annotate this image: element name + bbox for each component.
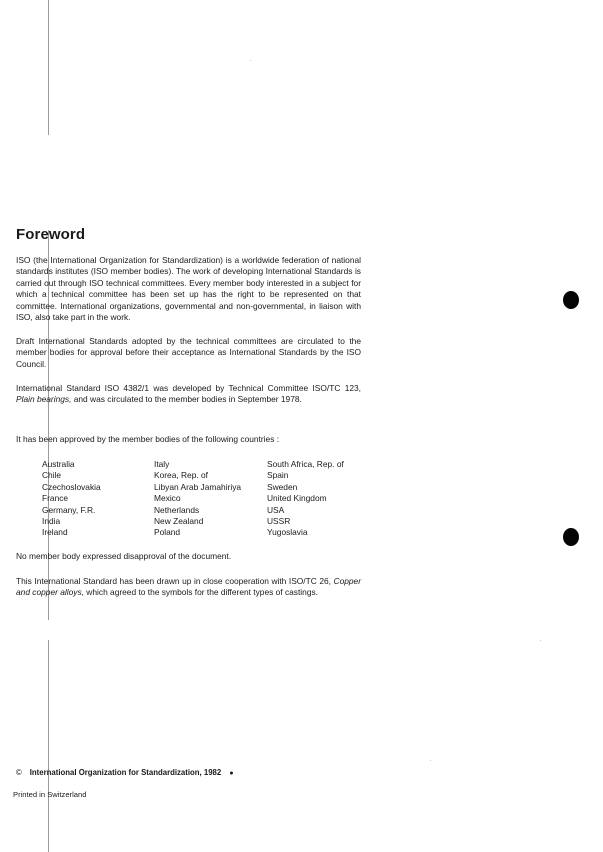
country-column-1 (42, 459, 154, 539)
paragraph-approval-intro: It has been approved by the member bodies of the following countries : (16, 434, 280, 444)
country-item: New Zealand (154, 516, 204, 527)
country-item: Italy (154, 459, 170, 469)
copyright-symbol: © (16, 768, 22, 777)
country-item: Yugoslavia (267, 527, 308, 538)
country-item: USSR (267, 516, 291, 527)
country-column-2 (154, 459, 267, 539)
cooperation-text-start: This International Standard has been drawn up in close cooperation with ISO/TC 26, (16, 576, 334, 586)
cooperation-text-end: which agreed to the symbols for the different types of castings. (83, 587, 318, 598)
country-item: Sweden (267, 481, 298, 492)
committee-title: Plain bearings, (16, 394, 72, 405)
scan-speck (540, 640, 541, 641)
country-item: France (42, 493, 69, 504)
country-item: Poland (154, 527, 181, 538)
country-item: Germany, F.R. (42, 504, 96, 515)
standard-text-end: and was circulated to the member bodies in September 1978. (71, 394, 302, 405)
country-item: South Africa, Rep. of (267, 459, 344, 469)
paragraph-cooperation (16, 576, 361, 599)
country-item: Mexico (154, 493, 181, 504)
paragraph-disapproval: No member body expressed disapproval of the document. (16, 551, 232, 561)
bullet-icon: ● (229, 770, 234, 777)
copyright-text: International Organization for Standardization, 1982 (29, 768, 222, 777)
scan-fold-line-lower (48, 640, 49, 852)
printed-in-line: Printed in Switzerland (13, 790, 87, 799)
page-title: Foreword (16, 226, 86, 243)
punch-hole-top (563, 291, 579, 309)
country-item: Spain (267, 470, 289, 481)
scan-speck (430, 760, 431, 761)
paragraph-draft-standards: Draft International Standards adopted by the technical committees are circulated to the member bodies for approval before their acceptance as International Standards by the ISO Council. (16, 336, 361, 369)
country-item: Libyan Arab Jamahiriya (154, 481, 242, 492)
country-list (42, 459, 382, 539)
country-item: USA (267, 504, 285, 515)
country-item: United Kingdom (267, 493, 327, 504)
country-item: Australia (42, 459, 75, 469)
punch-hole-bottom (563, 528, 579, 546)
copyright-line (16, 768, 234, 777)
committee-title: Copper and copper alloys, (16, 576, 361, 598)
country-item: Chile (42, 470, 62, 481)
country-item: Korea, Rep. of (154, 470, 209, 481)
country-item: Ireland (42, 527, 68, 538)
scan-speck (250, 60, 251, 61)
country-column-3 (267, 459, 382, 539)
country-item: Czechoslovakia (42, 481, 101, 492)
country-item: India (42, 516, 61, 527)
country-item: Netherlands (154, 504, 200, 515)
scan-fold-line-upper (48, 0, 49, 135)
paragraph-standard-development (16, 383, 361, 406)
standard-text-start: International Standard ISO 4382/1 was developed by Technical Committee ISO/TC 123, (16, 383, 361, 393)
paragraph-iso-intro: ISO (the International Organization for Standardization) is a worldwide federation of national standards institutes (ISO member bodies). The work of developing International Standards is carried out through ISO technical committees. Every member body interested in a subject for which a technical committee has been set up has the right to be represented on that committee. International organizations, governmental and non-governmental, in liaison with ISO, also take part in the work. (16, 255, 361, 323)
